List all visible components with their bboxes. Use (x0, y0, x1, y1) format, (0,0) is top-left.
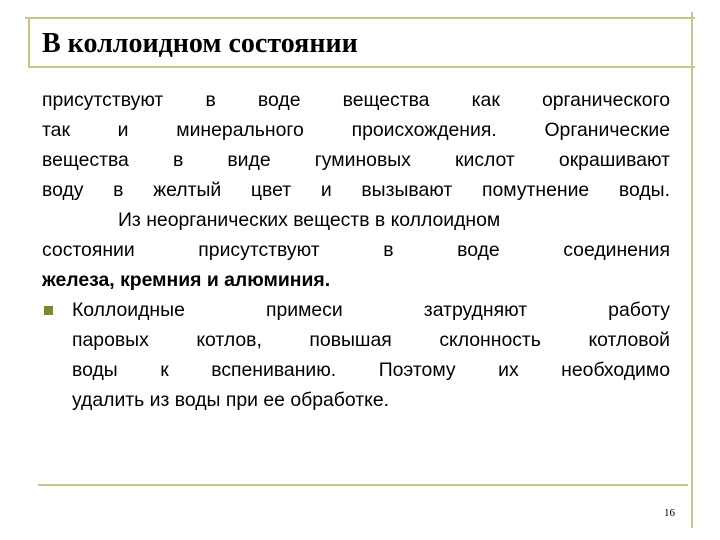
title-underline (28, 66, 695, 68)
body-line: так и минерального происхождения. Органические (42, 119, 670, 141)
bullet-line: воды к вспениванию. Поэтому их необходимо (72, 359, 670, 381)
body-line: воду в желтый цвет и вызывают помутнение воды. (42, 179, 670, 201)
slide-body (42, 85, 670, 415)
body-line-bold: железа, кремния и алюминия. (42, 269, 331, 291)
bullet-line: удалить из воды при ее обработке. (72, 389, 389, 411)
slide-title: В коллоидном состоянии (42, 28, 358, 59)
body-line: состоянии присутствуют в воде соединения (42, 239, 670, 261)
frame-left-line (28, 17, 30, 67)
body-line: Из неорганических веществ в коллоидном (118, 209, 501, 231)
body-line: присутствуют в воде вещества как органического (42, 89, 670, 111)
page-number: 16 (664, 507, 675, 519)
body-line: вещества в виде гуминовых кислот окрашивают (42, 149, 670, 171)
footer-line (38, 484, 688, 486)
square-bullet-icon (44, 306, 53, 315)
frame-top-line (25, 17, 695, 19)
bullet-line: паровых котлов, повышая склонность котловой (72, 329, 670, 351)
bullet-line: Коллоидные примеси затрудняют работу (72, 299, 670, 321)
bullet-item (42, 295, 670, 415)
frame-right-line (691, 12, 693, 528)
